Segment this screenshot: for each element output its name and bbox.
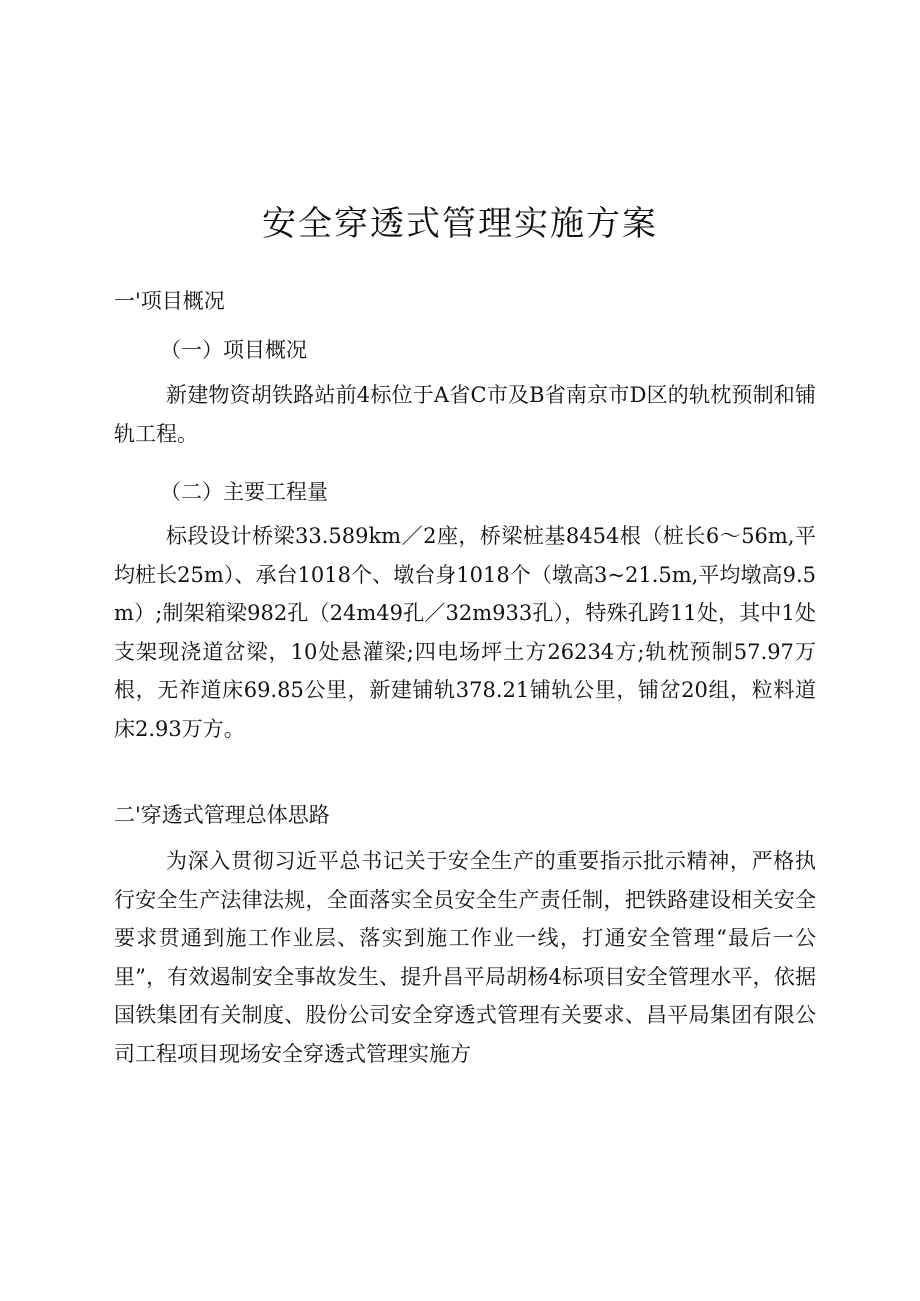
subsection-1-2-paragraph: 标段设计桥梁33.589km／2座，桥梁桩基8454根（桩长6～56m,平均桩长25m）、承台1018个、墩台身1018个（墩高3~21.5m,平均墩高9.5m）;制架箱梁982孔（24m49孔／32m933孔），特殊孔跨11处，其中1处支架现浇道岔梁，10处悬灌梁;四电场坪土方26234方;轨枕预制57.97万根，无祚道床69.85公里，新建铺轨378.21铺轨公里，铺岔20组，粒料道床2.93万方。 <box>114 524 816 741</box>
section-2-paragraph: 为深入贯彻习近平总书记关于安全生产的重要指示批示精神，严格执行安全生产法律法规，全面落实全员安全生产责任制，把铁路建设相关安全要求贯通到施工作业层、落实到施工作业一线，打通安全管理“最后一公里”，有效遏制安全事故发生、提升昌平局胡杨4标项目安全管理水平，依据国铁集团有关制度、股份公司安全穿透式管理有关要求、昌平局集团有限公司工程项目现场安全穿透式管理实施方 <box>114 849 816 1066</box>
document-title: 安全穿透式管理实施方案 <box>262 203 658 244</box>
subsection-1-1-heading: （一）项目概况 <box>160 338 307 362</box>
section-1-heading: 一'项目概况 <box>114 289 225 313</box>
subsection-1-2-heading: （二）主要工程量 <box>160 480 328 504</box>
subsection-1-1-paragraph: 新建物资胡铁路站前4标位于A省C市及B省南京市D区的轨枕预制和铺轨工程。 <box>114 383 816 446</box>
section-2-heading: 二'穿透式管理总体思路 <box>114 803 330 827</box>
